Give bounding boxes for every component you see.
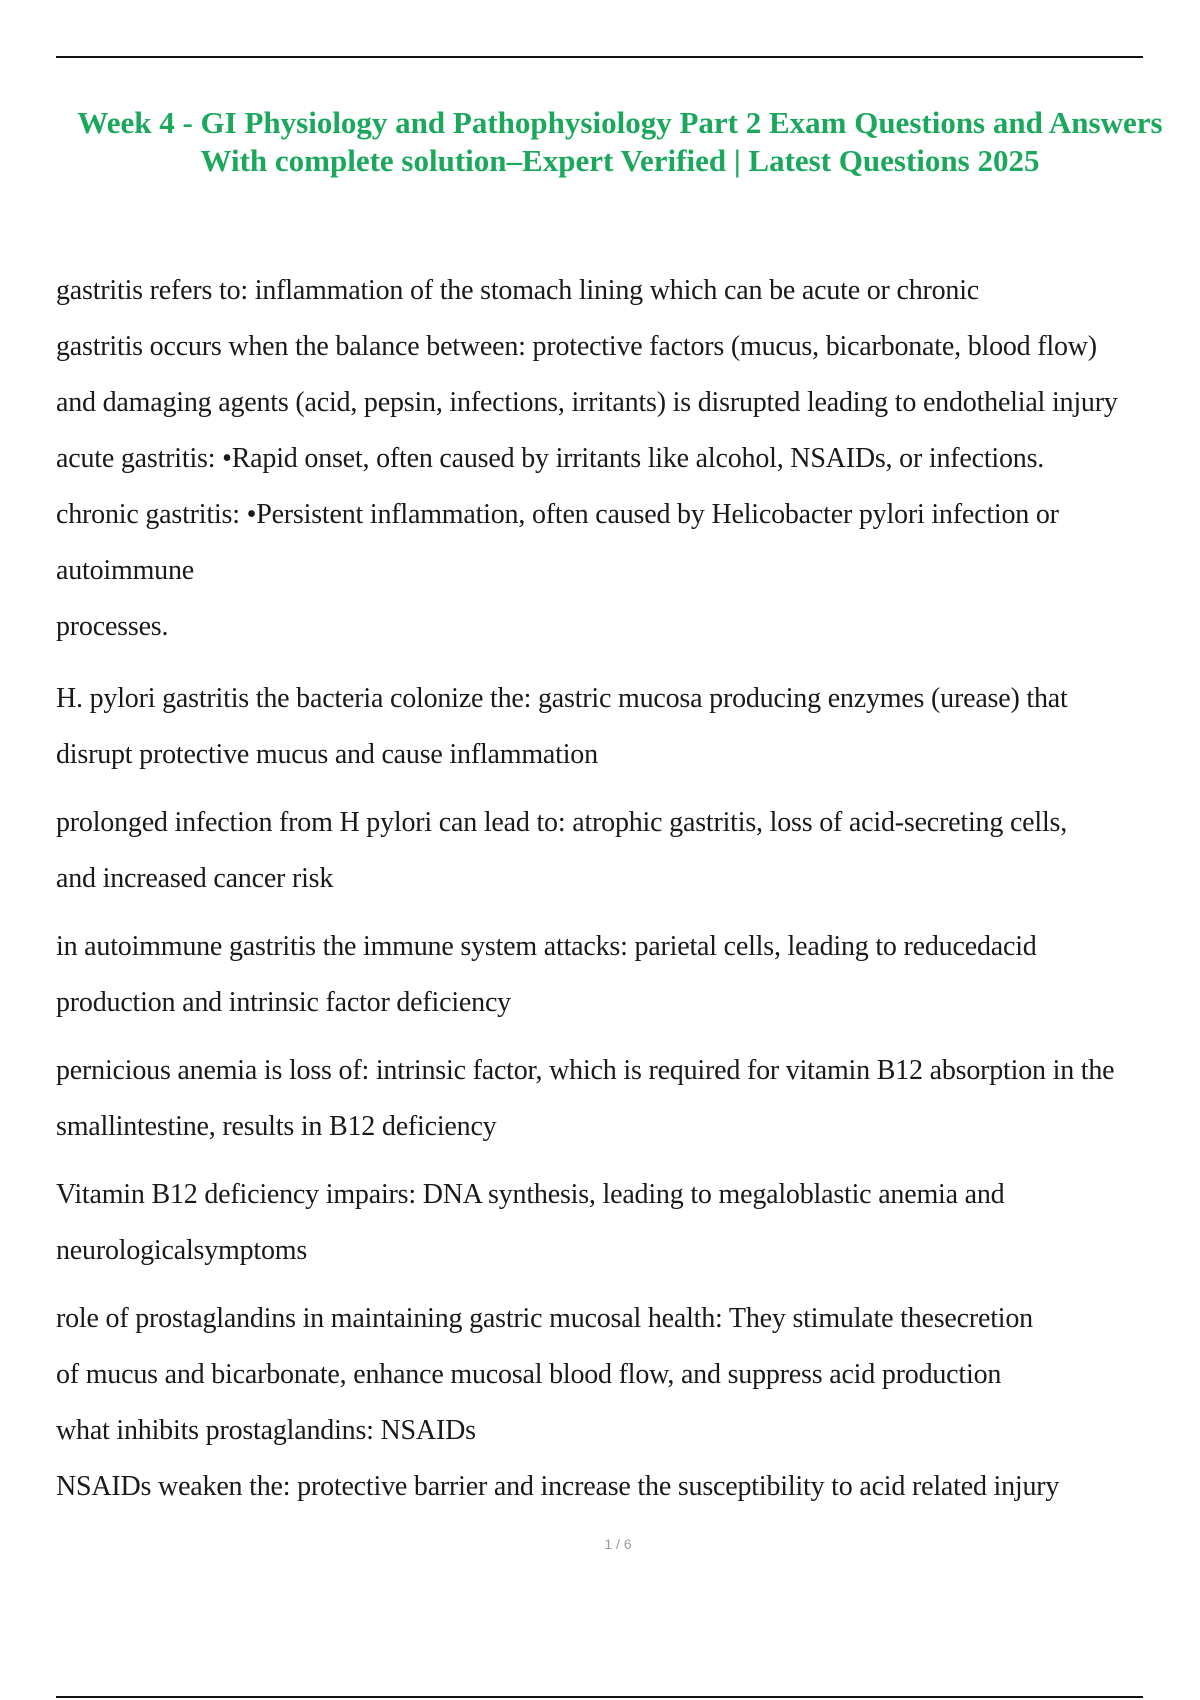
page-number: 1 / 6 (604, 1536, 632, 1552)
text-line: chronic gastritis: •Persistent inflammation, often caused by Helicobacter pylori infection or (56, 499, 1059, 530)
text-line: Vitamin B12 deficiency impairs: DNA synthesis, leading to megaloblastic anemia and (56, 1179, 1005, 1210)
text-line: NSAIDs weaken the: protective barrier and increase the susceptibility to acid related injury (56, 1471, 1060, 1502)
text-line: acute gastritis: •Rapid onset, often caused by irritants like alcohol, NSAIDs, or infections. (56, 443, 1045, 474)
text-line: H. pylori gastritis the bacteria colonize the: gastric mucosa producing enzymes (urease) that (56, 683, 1068, 714)
text-line: pernicious anemia is loss of: intrinsic factor, which is required for vitamin B12 absorption in the (56, 1055, 1115, 1086)
text-line: disrupt protective mucus and cause inflammation (56, 739, 598, 770)
text-line: and increased cancer risk (56, 863, 334, 894)
document-title (40, 104, 1200, 180)
title-line-1: Week 4 - GI Physiology and Pathophysiology Part 2 Exam Questions and Answers (77, 105, 1163, 140)
text-line: prolonged infection from H pylori can lead to: atrophic gastritis, loss of acid-secreting cells, (56, 807, 1068, 838)
text-line: smallintestine, results in B12 deficiency (56, 1111, 497, 1142)
top-rule (56, 56, 1143, 58)
text-line: of mucus and bicarbonate, enhance mucosal blood flow, and suppress acid production (56, 1359, 1002, 1390)
title-line-2: With complete solution–Expert Verified | Latest Questions 2025 (200, 143, 1040, 178)
text-line: gastritis occurs when the balance between: protective factors (mucus, bicarbonate, blood flow) (56, 331, 1097, 362)
text-line: what inhibits prostaglandins: NSAIDs (56, 1415, 476, 1446)
text-line: gastritis refers to: inflammation of the stomach lining which can be acute or chronic (56, 275, 980, 306)
document-body (56, 263, 1186, 1515)
text-line: production and intrinsic factor deficiency (56, 987, 511, 1018)
text-line: in autoimmune gastritis the immune system attacks: parietal cells, leading to reducedacid (56, 931, 1037, 962)
text-line: and damaging agents (acid, pepsin, infections, irritants) is disrupted leading to endothelial injury (56, 387, 1118, 418)
text-line: autoimmune (56, 555, 194, 586)
text-line: processes. (56, 611, 169, 642)
bottom-rule (56, 1696, 1143, 1698)
text-line: role of prostaglandins in maintaining gastric mucosal health: They stimulate thesecretion (56, 1303, 1033, 1334)
text-line: neurologicalsymptoms (56, 1235, 308, 1266)
